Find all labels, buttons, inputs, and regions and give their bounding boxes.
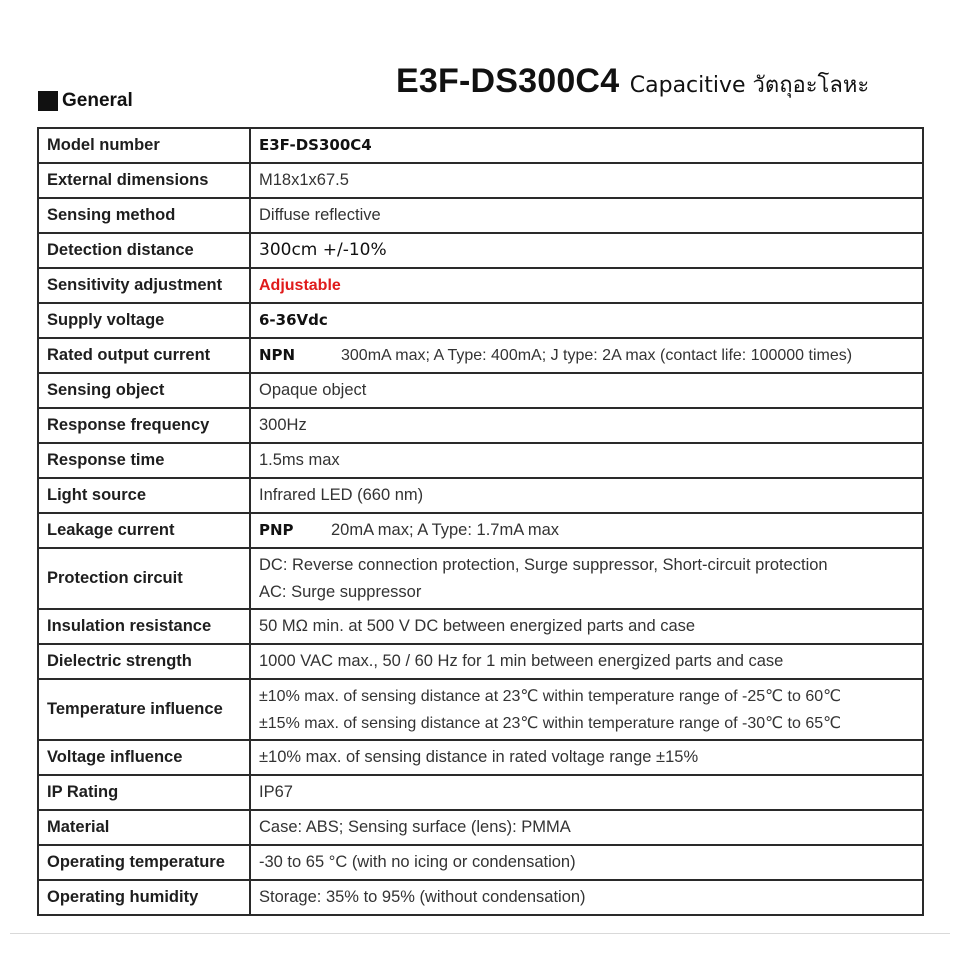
row-value — [250, 268, 923, 303]
table-row — [38, 644, 923, 679]
table-row — [38, 163, 923, 198]
row-label: Detection distance — [38, 233, 250, 268]
model-number-value: E3F-DS300C4 — [259, 136, 372, 154]
row-label: Protection circuit — [38, 548, 250, 609]
table-row — [38, 609, 923, 644]
row-value: -30 to 65 °C (with no icing or condensation) — [250, 845, 923, 880]
section-square-icon — [38, 91, 58, 111]
row-label: Operating humidity — [38, 880, 250, 915]
row-value — [250, 233, 923, 268]
table-row — [38, 268, 923, 303]
table-row — [38, 513, 923, 548]
page-title — [396, 62, 869, 102]
table-row — [38, 880, 923, 915]
row-value: Storage: 35% to 95% (without condensation) — [250, 880, 923, 915]
table-row — [38, 775, 923, 810]
row-value: 300Hz — [250, 408, 923, 443]
row-label: External dimensions — [38, 163, 250, 198]
row-value — [250, 303, 923, 338]
leakage-current-value: 20mA max; A Type: 1.7mA max — [331, 521, 560, 539]
protection-dc-line: DC: Reverse connection protection, Surge suppressor, Short-circuit protection — [259, 555, 828, 574]
row-value: 1000 VAC max., 50 / 60 Hz for 1 min between energized parts and case — [250, 644, 923, 679]
row-value: M18x1x67.5 — [250, 163, 923, 198]
table-row — [38, 373, 923, 408]
title-subtitle: Capacitive วัตถุอะโลหะ — [629, 73, 870, 98]
row-label: Operating temperature — [38, 845, 250, 880]
row-label: Light source — [38, 478, 250, 513]
protection-ac-line: AC: Surge suppressor — [259, 582, 422, 601]
row-label: Rated output current — [38, 338, 250, 373]
table-row — [38, 679, 923, 740]
npn-tag: NPN — [259, 346, 296, 364]
row-label: Leakage current — [38, 513, 250, 548]
row-label: Material — [38, 810, 250, 845]
adjustable-value: Adjustable — [259, 277, 341, 294]
row-label: Sensing method — [38, 198, 250, 233]
table-row — [38, 408, 923, 443]
section-label: General — [62, 90, 133, 111]
row-value — [250, 128, 923, 163]
row-label: Dielectric strength — [38, 644, 250, 679]
row-label: Insulation resistance — [38, 609, 250, 644]
table-row — [38, 478, 923, 513]
temp-influence-line-2: ±15% max. of sensing distance at 23℃ within temperature range of -30℃ to 65℃ — [259, 714, 842, 732]
row-value: Infrared LED (660 nm) — [250, 478, 923, 513]
row-value: 50 MΩ min. at 500 V DC between energized parts and case — [250, 609, 923, 644]
supply-voltage-value: 6-36Vdc — [259, 311, 328, 329]
table-row — [38, 303, 923, 338]
pnp-tag: PNP — [259, 521, 294, 539]
row-label: Model number — [38, 128, 250, 163]
model-title: E3F-DS300C4 — [396, 62, 620, 100]
table-row — [38, 198, 923, 233]
table-row — [38, 740, 923, 775]
row-value: IP67 — [250, 775, 923, 810]
row-label: Temperature influence — [38, 679, 250, 740]
row-label: Sensing object — [38, 373, 250, 408]
section-header — [38, 90, 133, 112]
table-row — [38, 845, 923, 880]
row-value — [250, 338, 923, 373]
row-value: Diffuse reflective — [250, 198, 923, 233]
detection-distance-value: 300cm +/-10% — [259, 240, 387, 260]
table-row — [38, 810, 923, 845]
table-row — [38, 548, 923, 609]
rated-output-value: 300mA max; A Type: 400mA; J type: 2A max (contact life: 100000 times) — [341, 347, 853, 364]
row-value: Opaque object — [250, 373, 923, 408]
spec-table — [37, 127, 924, 916]
bottom-divider — [10, 933, 950, 934]
row-value: Case: ABS; Sensing surface (lens): PMMA — [250, 810, 923, 845]
table-row — [38, 338, 923, 373]
row-value — [250, 513, 923, 548]
row-label: Response time — [38, 443, 250, 478]
row-label: Response frequency — [38, 408, 250, 443]
row-value — [250, 548, 923, 609]
table-row — [38, 128, 923, 163]
temp-influence-line-1: ±10% max. of sensing distance at 23℃ within temperature range of -25℃ to 60℃ — [259, 687, 842, 705]
table-row — [38, 233, 923, 268]
row-label: Supply voltage — [38, 303, 250, 338]
table-row — [38, 443, 923, 478]
row-value — [250, 679, 923, 740]
row-value: ±10% max. of sensing distance in rated voltage range ±15% — [250, 740, 923, 775]
row-label: Sensitivity adjustment — [38, 268, 250, 303]
row-value: 1.5ms max — [250, 443, 923, 478]
row-label: Voltage influence — [38, 740, 250, 775]
row-label: IP Rating — [38, 775, 250, 810]
